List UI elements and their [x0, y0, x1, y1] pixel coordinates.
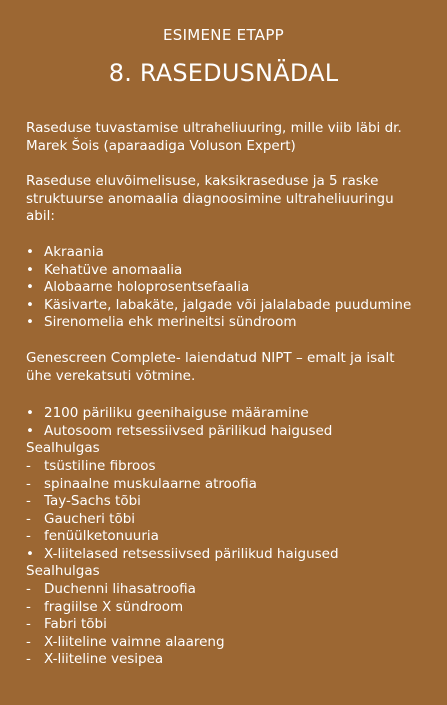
sub-list-item-label: X-liiteline vesipea [44, 651, 164, 668]
stage-label: ESIMENE ETAPP [162, 26, 285, 44]
intro-paragraph: Raseduse tuvastamise ultraheliuuring, mille viib läbi dr. Marek Šois (aparaadiga Voluson Expert) [26, 120, 402, 154]
list-item-label: Sirenomelia ehk merineitsi sündroom [44, 314, 297, 331]
list-item-label: Autosoom retsessiivsed pärilikud haigused [44, 422, 333, 439]
list-item [26, 314, 421, 332]
list-item-label: Akraania [44, 243, 104, 260]
list-item [26, 279, 421, 297]
sub-list-item-label: tsüstiline fibroos [44, 457, 156, 474]
bullet-mark: • [26, 243, 34, 260]
dash-mark: - [26, 475, 31, 492]
dash-mark: - [26, 510, 31, 527]
sublist-heading [26, 440, 421, 458]
sub-list-item [26, 476, 421, 494]
sub-list-item-label: fenüülketonuuria [44, 528, 159, 545]
page-title: 8. RASEDUSNÄDAL [108, 59, 339, 87]
list-item-label: Alobaarne holoprosentsefaalia [44, 279, 250, 296]
list-item-label: Käsivarte, labakäte, jalgade või jalalabade puudumine [44, 296, 412, 313]
list-item [26, 405, 421, 423]
bullet-mark: • [26, 405, 34, 422]
dash-mark: - [26, 651, 31, 668]
list-item [26, 423, 421, 441]
bullet-mark: • [26, 545, 34, 562]
sub-list-item [26, 651, 421, 669]
sub-list-item [26, 616, 421, 634]
sub-list-item-label: Tay-Sachs tõbi [44, 493, 141, 510]
list-item-label: Kehatüve anomaalia [44, 261, 183, 278]
sub-list-item-label: Duchenni lihasatroofia [44, 581, 196, 598]
sub-list-item [26, 528, 421, 546]
bullet-mark: • [26, 261, 34, 278]
sub-list-item [26, 511, 421, 529]
bullet-mark: • [26, 314, 34, 331]
dash-mark: - [26, 493, 31, 510]
nipt-list [26, 405, 421, 669]
dash-mark: - [26, 457, 31, 474]
sub-list-item [26, 599, 421, 617]
list-item [26, 262, 421, 280]
sub-list-item-label: Gaucheri tõbi [44, 510, 136, 527]
anomaly-list [26, 244, 421, 332]
sub-list-item-label: fragiilse X sündroom [44, 598, 184, 615]
list-item [26, 297, 421, 315]
sub-list-item [26, 634, 421, 652]
sublist-heading-label: Sealhulgas [26, 440, 100, 457]
nipt-paragraph: Genescreen Complete- laiendatud NIPT – emalt ja isalt ühe verekatsuti võtmine. [26, 349, 395, 384]
dash-mark: - [26, 581, 31, 598]
bullet-mark: • [26, 296, 34, 313]
sub-list-item-label: spinaalne muskulaarne atroofia [44, 475, 257, 492]
dash-mark: - [26, 598, 31, 615]
dash-mark: - [26, 616, 31, 633]
sub-list-item [26, 458, 421, 476]
sub-list-item [26, 493, 421, 511]
sublist-heading [26, 563, 421, 581]
list-item [26, 244, 421, 262]
list-item-label: 2100 päriliku geenihaiguse määramine [44, 405, 309, 422]
sub-list-item-label: Fabri tõbi [44, 616, 107, 633]
dash-mark: - [26, 528, 31, 545]
list-item [26, 546, 421, 564]
dash-mark: - [26, 633, 31, 650]
list-item-label: X-liitelased retsessiivsed pärilikud haigused [44, 545, 339, 562]
bullet-mark: • [26, 279, 34, 296]
sub-list-item-label: X-liiteline vaimne alaareng [44, 633, 225, 650]
bullet-mark: • [26, 422, 34, 439]
diagnosis-paragraph: Raseduse eluvõimelisuse, kaksikraseduse ja 5 raske struktuurse anomaalia diagnoosimine ultraheliuuringu abil: [26, 173, 394, 225]
sublist-heading-label: Sealhulgas [26, 563, 100, 580]
sub-list-item [26, 581, 421, 599]
